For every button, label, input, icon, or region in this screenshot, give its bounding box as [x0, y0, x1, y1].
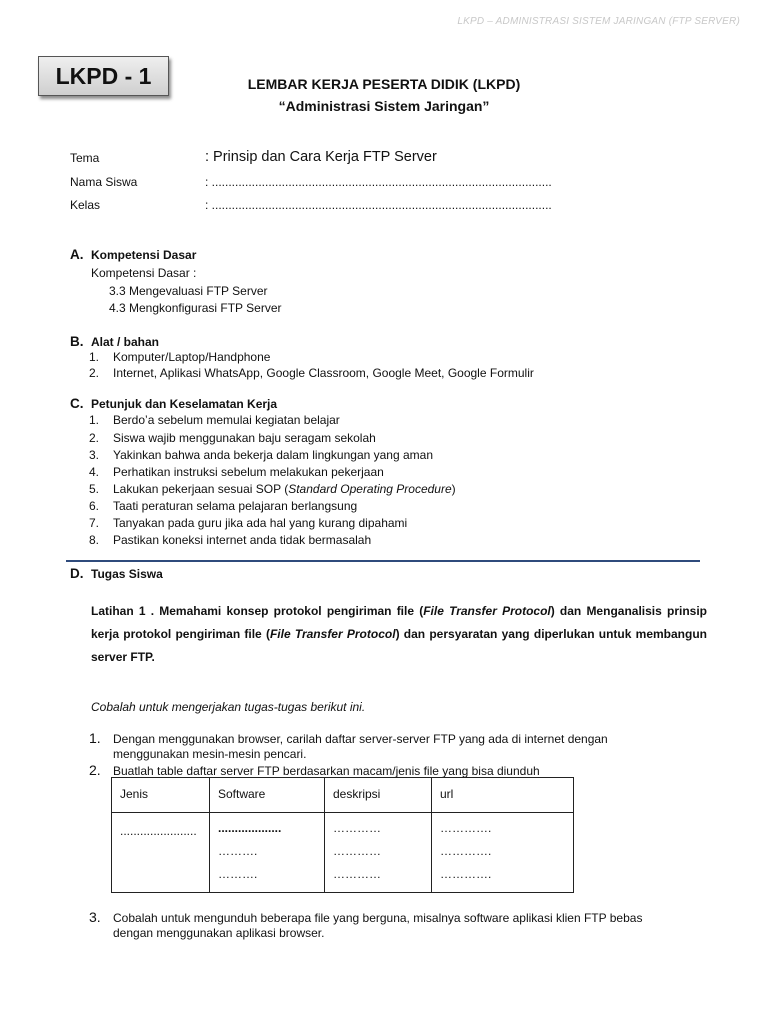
list-number: 5. [89, 482, 100, 496]
list-item: Yakinkan bahwa anda bekerja dalam lingkungan yang aman [113, 448, 433, 462]
list-item-sop [113, 482, 456, 496]
page-subtitle: “Administrasi Sistem Jaringan” [278, 98, 490, 114]
list-item: Berdo’a sebelum memulai kegiatan belajar [113, 413, 340, 427]
list-number: 6. [89, 499, 100, 513]
sop-term: Standard Operating Procedure [288, 482, 452, 496]
section-c-title: Petunjuk dan Keselamatan Kerja [91, 397, 278, 411]
value-nama-siswa: : ...................................................................................................... [205, 175, 552, 189]
section-divider [66, 560, 700, 562]
task-text: Latihan 1 . Memahami konsep protokol pengiriman file ( [91, 604, 424, 618]
cell-placeholder: ………. [218, 867, 258, 881]
cell-placeholder: ………… [333, 844, 381, 858]
cell-placeholder: …………. [440, 867, 492, 881]
task-text: ) dan Menganalisis prinsip kerja protokol pengiriman file ( [91, 604, 707, 641]
task-item-line: menggunakan mesin-mesin pencari. [113, 747, 307, 761]
task-number: 3. [89, 909, 101, 925]
lkpd-badge: LKPD - 1 [38, 56, 169, 96]
section-b-title: Alat / bahan [91, 335, 160, 349]
task-number: 2. [89, 762, 101, 778]
list-number: 7. [89, 516, 100, 530]
task-item-line: dengan menggunakan aplikasi browser. [113, 926, 325, 940]
list-item: Siswa wajib menggunakan baju seragam sekolah [113, 431, 376, 445]
label-tema: Tema [70, 151, 100, 165]
table-row [112, 813, 574, 893]
cell-placeholder: ………… [333, 821, 381, 835]
section-b-letter: B. [70, 334, 84, 349]
value-tema: : Prinsip dan Cara Kerja FTP Server [205, 149, 437, 165]
label-nama-siswa: Nama Siswa [70, 175, 138, 189]
cell-placeholder: ................... [218, 821, 282, 835]
list-item: Perhatikan instruksi sebelum melakukan pekerjaan [113, 465, 384, 479]
value-kelas: : ...................................................................................................... [205, 198, 552, 212]
kd-item: 4.3 Mengkonfigurasi FTP Server [109, 301, 282, 315]
task-description [91, 600, 707, 669]
task-term: File Transfer Protocol [423, 604, 551, 618]
list-number: 3. [89, 448, 100, 462]
ftp-server-table [111, 777, 574, 893]
task-text: ) dan persyaratan yang diperlukan untuk membangun server FTP. [91, 627, 707, 664]
sop-close: ) [451, 482, 456, 496]
list-item: Tanyakan pada guru jika ada hal yang kurang dipahami [113, 516, 408, 530]
section-a-intro: Kompetensi Dasar : [91, 266, 197, 280]
header-note: LKPD – ADMINISTRASI SISTEM JARINGAN (FTP SERVER) [457, 16, 740, 27]
list-number: 1. [89, 413, 100, 427]
cell-placeholder: …………. [440, 821, 492, 835]
list-item: Internet, Aplikasi WhatsApp, Google Classroom, Google Meet, Google Formulir [113, 366, 534, 380]
table-cell-url [432, 813, 574, 893]
task-item-line: Buatlah table daftar server FTP berdasarkan macam/jenis file yang bisa diunduh [113, 764, 540, 778]
table-cell-deskripsi [325, 813, 432, 893]
cell-placeholder: ………… [333, 867, 381, 881]
cell-placeholder: …………. [440, 844, 492, 858]
label-kelas: Kelas [70, 198, 101, 212]
table-cell-software [210, 813, 325, 893]
list-number: 4. [89, 465, 100, 479]
task-number: 1. [89, 730, 101, 746]
task-term: File Transfer Protocol [269, 627, 396, 641]
table-cell-jenis [112, 813, 210, 893]
section-a-title: Kompetensi Dasar [91, 248, 197, 262]
cell-placeholder: ....................... [120, 824, 197, 838]
section-d-letter: D. [70, 566, 84, 581]
section-a-letter: A. [70, 247, 84, 262]
section-d-title: Tugas Siswa [91, 567, 163, 581]
list-item: Taati peraturan selama pelajaran berlangsung [113, 499, 358, 513]
list-number: 2. [89, 366, 100, 380]
cell-placeholder: ………. [218, 844, 258, 858]
task-intro: Cobalah untuk mengerjakan tugas-tugas berikut ini. [91, 700, 366, 714]
table-header-jenis: Jenis [112, 778, 210, 813]
table-header-url: url [432, 778, 574, 813]
table-header-software: Software [210, 778, 325, 813]
table-header-deskripsi: deskripsi [325, 778, 432, 813]
list-item: Komputer/Laptop/Handphone [113, 350, 271, 364]
list-item: Pastikan koneksi internet anda tidak bermasalah [113, 533, 372, 547]
sop-text: Lakukan pekerjaan sesuai SOP ( [113, 482, 289, 496]
list-number: 8. [89, 533, 100, 547]
task-item-line: Cobalah untuk mengunduh beberapa file yang berguna, misalnya software aplikasi klien FTP bebas [113, 911, 643, 925]
table-header-row [112, 778, 574, 813]
list-number: 2. [89, 431, 100, 445]
list-number: 1. [89, 350, 100, 364]
task-item-line: Dengan menggunakan browser, carilah daftar server-server FTP yang ada di internet dengan [113, 732, 608, 746]
page-title: LEMBAR KERJA PESERTA DIDIK (LKPD) [247, 76, 521, 92]
kd-item: 3.3 Mengevaluasi FTP Server [109, 284, 268, 298]
section-c-letter: C. [70, 396, 84, 411]
